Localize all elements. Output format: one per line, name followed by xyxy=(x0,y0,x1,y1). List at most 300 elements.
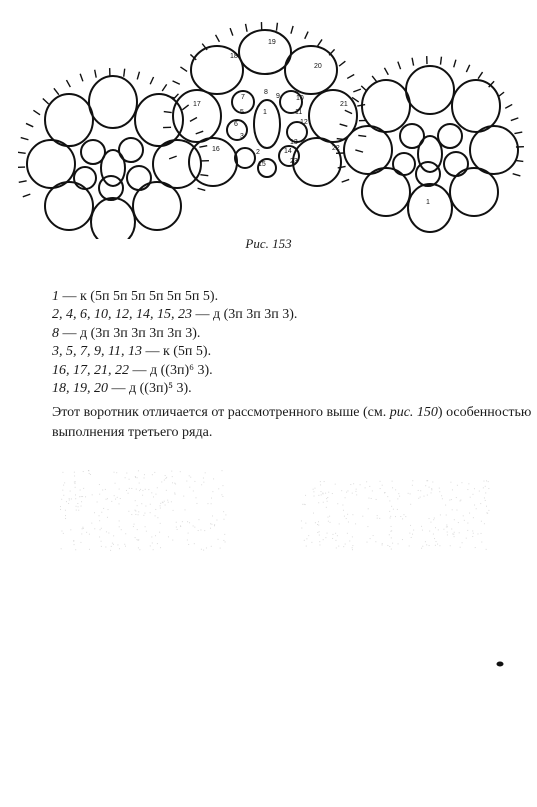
noise-dot xyxy=(175,483,176,484)
noise-dot xyxy=(61,548,62,549)
noise-dot xyxy=(108,509,109,510)
noise-dot xyxy=(346,518,347,519)
noise-dot xyxy=(398,543,399,544)
diagram-label: 17 xyxy=(193,101,201,108)
noise-dot xyxy=(75,549,76,550)
noise-dot xyxy=(64,482,65,483)
noise-dot xyxy=(432,481,433,482)
noise-dot xyxy=(402,539,403,540)
noise-dot xyxy=(433,519,434,520)
noise-dot xyxy=(166,477,167,478)
noise-dot xyxy=(103,508,104,509)
noise-dot xyxy=(121,529,122,530)
noise-dot xyxy=(486,549,487,550)
noise-dot xyxy=(74,483,75,484)
noise-dot xyxy=(423,496,424,497)
noise-dot xyxy=(319,541,320,542)
noise-dot xyxy=(464,520,465,521)
noise-dot xyxy=(150,512,151,513)
noise-dot xyxy=(429,487,430,488)
noise-dot xyxy=(481,533,482,534)
noise-dot xyxy=(319,535,320,536)
noise-dot xyxy=(142,490,143,491)
noise-dot xyxy=(115,483,116,484)
noise-dot xyxy=(431,492,432,493)
noise-dot xyxy=(171,471,172,472)
noise-dot xyxy=(452,489,453,490)
noise-dot xyxy=(177,529,178,530)
noise-dot xyxy=(114,472,115,473)
noise-dot xyxy=(323,493,324,494)
noise-dot xyxy=(483,481,484,482)
noise-dot xyxy=(110,550,111,551)
formula-numbers: 18, 19, 20 xyxy=(52,381,108,397)
noise-dot xyxy=(347,533,348,534)
noise-dot xyxy=(143,515,144,516)
noise-dot xyxy=(125,546,126,547)
noise-dot xyxy=(63,495,64,496)
noise-dot xyxy=(78,506,79,507)
noise-dot xyxy=(446,526,447,527)
noise-dot xyxy=(347,490,348,491)
noise-dot xyxy=(75,481,76,482)
noise-dot xyxy=(107,498,108,499)
noise-dot xyxy=(139,483,140,484)
noise-dot xyxy=(214,524,215,525)
noise-dot xyxy=(306,546,307,547)
noise-dot xyxy=(306,538,307,539)
noise-dot xyxy=(338,546,339,547)
diagram-label: 10 xyxy=(296,95,304,102)
noise-dot xyxy=(305,495,306,496)
noise-dot xyxy=(319,531,320,532)
noise-dot xyxy=(101,512,102,513)
noise-dot xyxy=(145,489,146,490)
formula-numbers: 2, 4, 6, 10, 12, 14, 15, 23 xyxy=(52,307,192,323)
noise-dot xyxy=(412,480,413,481)
noise-dot xyxy=(101,528,102,529)
noise-dot xyxy=(200,529,201,530)
noise-dot xyxy=(203,482,204,483)
noise-dot xyxy=(318,525,319,526)
noise-dot xyxy=(442,498,443,499)
noise-dot xyxy=(62,490,63,491)
noise-dot xyxy=(317,532,318,533)
noise-dot xyxy=(90,474,91,475)
noise-dot xyxy=(74,472,75,473)
noise-dot xyxy=(373,535,374,536)
noise-dot xyxy=(210,528,211,529)
noise-dot xyxy=(321,494,322,495)
noise-dot xyxy=(114,495,115,496)
noise-dot xyxy=(454,519,455,520)
noise-dot xyxy=(213,478,214,479)
noise-dot xyxy=(313,491,314,492)
noise-dot xyxy=(337,535,338,536)
noise-dot xyxy=(429,518,430,519)
noise-dot xyxy=(182,521,183,522)
formula-numbers: 3, 5, 7, 9, 11, 13 xyxy=(52,344,142,360)
diagram-label: 8 xyxy=(264,89,268,96)
diagram-label: 6 xyxy=(234,121,238,128)
noise-dot xyxy=(430,522,431,523)
noise-dot xyxy=(164,480,165,481)
noise-dot xyxy=(203,478,204,479)
noise-dot xyxy=(356,489,357,490)
noise-dot xyxy=(126,473,127,474)
noise-dot xyxy=(79,496,80,497)
noise-dot xyxy=(392,543,393,544)
noise-dot xyxy=(223,511,224,512)
noise-dot xyxy=(367,526,368,527)
noise-dot xyxy=(99,515,100,516)
formula-numbers: 16, 17, 21, 22 xyxy=(52,362,129,378)
noise-dot xyxy=(422,530,423,531)
noise-dot xyxy=(135,514,136,515)
noise-dot xyxy=(63,485,64,486)
noise-dot xyxy=(187,521,188,522)
diagram-label: 16 xyxy=(212,146,220,153)
noise-dot xyxy=(203,550,204,551)
noise-dot xyxy=(220,548,221,549)
noise-dot xyxy=(161,481,162,482)
noise-dot xyxy=(135,500,136,501)
noise-dot xyxy=(452,533,453,534)
noise-dot xyxy=(449,500,450,501)
noise-dot xyxy=(211,498,212,499)
noise-dot xyxy=(474,504,475,505)
noise-dot xyxy=(133,526,134,527)
noise-dot xyxy=(97,501,98,502)
noise-dot xyxy=(397,509,398,510)
noise-dot xyxy=(176,522,177,523)
noise-dot xyxy=(376,499,377,500)
noise-dot xyxy=(440,514,441,515)
noise-dot xyxy=(153,549,154,550)
noise-dot xyxy=(410,493,411,494)
noise-dot xyxy=(126,490,127,491)
noise-dot xyxy=(479,491,480,492)
noise-dot xyxy=(135,477,136,478)
noise-dot xyxy=(137,529,138,530)
noise-dot xyxy=(207,503,208,504)
noise-dot xyxy=(160,508,161,509)
noise-dot xyxy=(343,510,344,511)
diagram-label: 22 xyxy=(332,145,340,152)
noise-dot xyxy=(339,523,340,524)
noise-dot xyxy=(198,530,199,531)
noise-dot xyxy=(412,485,413,486)
noise-dot xyxy=(131,514,132,515)
noise-dot xyxy=(352,536,353,537)
noise-dot xyxy=(323,539,324,540)
noise-dot xyxy=(152,474,153,475)
formula-text: — д ((3п)⁵ 3). xyxy=(108,381,192,397)
noise-dot xyxy=(402,518,403,519)
noise-dot xyxy=(105,489,106,490)
noise-dot xyxy=(89,534,90,535)
noise-dot xyxy=(111,546,112,547)
noise-dot xyxy=(304,540,305,541)
noise-dot xyxy=(327,533,328,534)
noise-dot xyxy=(435,545,436,546)
noise-dot xyxy=(488,481,489,482)
noise-dot xyxy=(467,530,468,531)
noise-dot xyxy=(70,491,71,492)
noise-dot xyxy=(204,530,205,531)
noise-dot xyxy=(344,516,345,517)
noise-dot xyxy=(328,521,329,522)
noise-dot xyxy=(166,490,167,491)
noise-dot xyxy=(487,513,488,514)
noise-dot xyxy=(63,533,64,534)
noise-dot xyxy=(326,507,327,508)
noise-dot xyxy=(189,475,190,476)
noise-dot xyxy=(451,499,452,500)
noise-dot xyxy=(74,544,75,545)
noise-dot xyxy=(382,543,383,544)
noise-dot xyxy=(61,499,62,500)
noise-dot xyxy=(168,536,169,537)
noise-dot xyxy=(345,497,346,498)
noise-dot xyxy=(400,516,401,517)
noise-dot xyxy=(168,502,169,503)
noise-dot xyxy=(420,497,421,498)
noise-dot xyxy=(450,545,451,546)
noise-dot xyxy=(117,497,118,498)
noise-dot xyxy=(222,496,223,497)
noise-dot xyxy=(318,495,319,496)
diagram-label: 18 xyxy=(230,53,238,60)
noise-dot xyxy=(174,492,175,493)
noise-dot xyxy=(308,535,309,536)
diagram-label: 19 xyxy=(268,39,276,46)
noise-dot xyxy=(365,487,366,488)
noise-dot xyxy=(305,504,306,505)
noise-dot xyxy=(352,547,353,548)
diagram-label: 23 xyxy=(290,158,298,165)
noise-dot xyxy=(85,496,86,497)
formula-numbers: 8 xyxy=(52,325,59,341)
diagram-label: 9 xyxy=(276,93,280,100)
formula-numbers: 1 xyxy=(52,289,59,304)
noise-dot xyxy=(467,523,468,524)
noise-dot xyxy=(355,491,356,492)
noise-dot xyxy=(447,532,448,533)
noise-dot xyxy=(324,481,325,482)
noise-dot xyxy=(160,523,161,524)
noise-dot xyxy=(486,506,487,507)
noise-dot xyxy=(429,531,430,532)
noise-dot xyxy=(77,503,78,504)
noise-dot xyxy=(453,534,454,535)
noise-dot xyxy=(148,489,149,490)
noise-dot xyxy=(461,482,462,483)
noise-dot xyxy=(206,547,207,548)
noise-dot xyxy=(94,512,95,513)
noise-dot xyxy=(128,511,129,512)
noise-dot xyxy=(481,542,482,543)
noise-dot xyxy=(382,544,383,545)
noise-dot xyxy=(392,487,393,488)
noise-dot xyxy=(391,537,392,538)
noise-dot xyxy=(368,498,369,499)
noise-dot xyxy=(155,494,156,495)
noise-dot xyxy=(456,497,457,498)
noise-dot xyxy=(119,548,120,549)
noise-dot xyxy=(210,523,211,524)
noise-dot xyxy=(145,506,146,507)
noise-dot xyxy=(171,501,172,502)
noise-dot xyxy=(139,490,140,491)
noise-dot xyxy=(198,519,199,520)
formula-text: — д ((3п)⁶ 3). xyxy=(129,362,213,378)
noise-dot xyxy=(129,479,130,480)
noise-dot xyxy=(99,536,100,537)
noise-dot xyxy=(65,510,66,511)
noise-dot xyxy=(467,489,468,490)
noise-dot xyxy=(421,548,422,549)
noise-dot xyxy=(212,515,213,516)
noise-dot xyxy=(343,546,344,547)
diagram-label: 7 xyxy=(241,94,245,101)
noise-dot xyxy=(120,498,121,499)
noise-dot xyxy=(347,514,348,515)
noise-dot xyxy=(138,547,139,548)
noise-dot xyxy=(485,500,486,501)
noise-dot xyxy=(410,525,411,526)
noise-dot xyxy=(488,510,489,511)
noise-dot xyxy=(336,547,337,548)
diagram-label: 13 xyxy=(290,139,298,146)
noise-dot xyxy=(434,538,435,539)
noise-dot xyxy=(172,540,173,541)
noise-dot xyxy=(370,538,371,539)
noise-dot xyxy=(106,499,107,500)
noise-dot xyxy=(420,490,421,491)
noise-dot xyxy=(167,500,168,501)
noise-dot xyxy=(390,517,391,518)
noise-dot xyxy=(301,528,302,529)
noise-dot xyxy=(144,474,145,475)
noise-dot xyxy=(165,505,166,506)
noise-dot xyxy=(136,539,137,540)
noise-dot xyxy=(436,541,437,542)
noise-dot xyxy=(445,505,446,506)
noise-dot xyxy=(180,471,181,472)
noise-dot xyxy=(60,506,61,507)
noise-dot xyxy=(329,516,330,517)
noise-dot xyxy=(392,481,393,482)
noise-dot xyxy=(75,494,76,495)
noise-dot xyxy=(368,508,369,509)
noise-dot xyxy=(135,476,136,477)
noise-dot xyxy=(113,544,114,545)
noise-dot xyxy=(83,488,84,489)
noise-dot xyxy=(86,532,87,533)
noise-dot xyxy=(83,471,84,472)
noise-dot xyxy=(164,501,165,502)
noise-dot xyxy=(421,526,422,527)
noise-dot xyxy=(155,515,156,516)
noise-dot xyxy=(320,491,321,492)
noise-dot xyxy=(225,541,226,542)
noise-dot xyxy=(160,503,161,504)
diagram-label: 3 xyxy=(240,133,244,140)
noise-dot xyxy=(138,539,139,540)
noise-dot xyxy=(318,521,319,522)
noise-dot xyxy=(157,487,158,488)
noise-dot xyxy=(146,531,147,532)
noise-dot xyxy=(454,532,455,533)
formula-text: — к (5п 5п 5п 5п 5п 5п 5). xyxy=(59,289,219,304)
noise-dot xyxy=(397,498,398,499)
noise-dot xyxy=(398,493,399,494)
noise-dot xyxy=(460,500,461,501)
noise-dot xyxy=(180,525,181,526)
noise-dot xyxy=(458,522,459,523)
noise-dot xyxy=(193,490,194,491)
noise-dot xyxy=(460,500,461,501)
noise-dot xyxy=(225,514,226,515)
noise-dot xyxy=(73,540,74,541)
noise-dot xyxy=(175,494,176,495)
noise-dot xyxy=(102,489,103,490)
noise-dot xyxy=(135,510,136,511)
noise-dot xyxy=(115,499,116,500)
noise-dot xyxy=(82,528,83,529)
noise-dot xyxy=(393,509,394,510)
noise-dot xyxy=(346,492,347,493)
noise-dot xyxy=(332,538,333,539)
noise-dot xyxy=(172,476,173,477)
diagram-label: 14 xyxy=(284,148,292,155)
noise-dot xyxy=(311,542,312,543)
noise-dot xyxy=(88,470,89,471)
noise-dot xyxy=(380,488,381,489)
diagram-label: 21 xyxy=(340,101,348,108)
noise-dot xyxy=(466,538,467,539)
noise-dot xyxy=(473,517,474,518)
noise-dot xyxy=(439,491,440,492)
noise-dot xyxy=(78,510,79,511)
noise-dot xyxy=(139,549,140,550)
noise-dot xyxy=(304,504,305,505)
noise-dot xyxy=(323,502,324,503)
noise-dot xyxy=(395,516,396,517)
noise-dot xyxy=(433,534,434,535)
noise-dot xyxy=(212,491,213,492)
noise-dot xyxy=(439,488,440,489)
noise-dot xyxy=(119,489,120,490)
noise-dot xyxy=(214,525,215,526)
noise-dot xyxy=(337,503,338,504)
noise-dot xyxy=(201,484,202,485)
noise-dot xyxy=(183,496,184,497)
noise-dot xyxy=(427,495,428,496)
noise-dot xyxy=(80,542,81,543)
noise-dot xyxy=(195,497,196,498)
noise-dot xyxy=(313,513,314,514)
noise-dot xyxy=(65,515,66,516)
noise-dot xyxy=(153,496,154,497)
noise-dot xyxy=(355,523,356,524)
noise-dot xyxy=(136,489,137,490)
noise-dot xyxy=(62,472,63,473)
noise-dot xyxy=(485,492,486,493)
noise-dot xyxy=(151,492,152,493)
noise-dot xyxy=(356,494,357,495)
